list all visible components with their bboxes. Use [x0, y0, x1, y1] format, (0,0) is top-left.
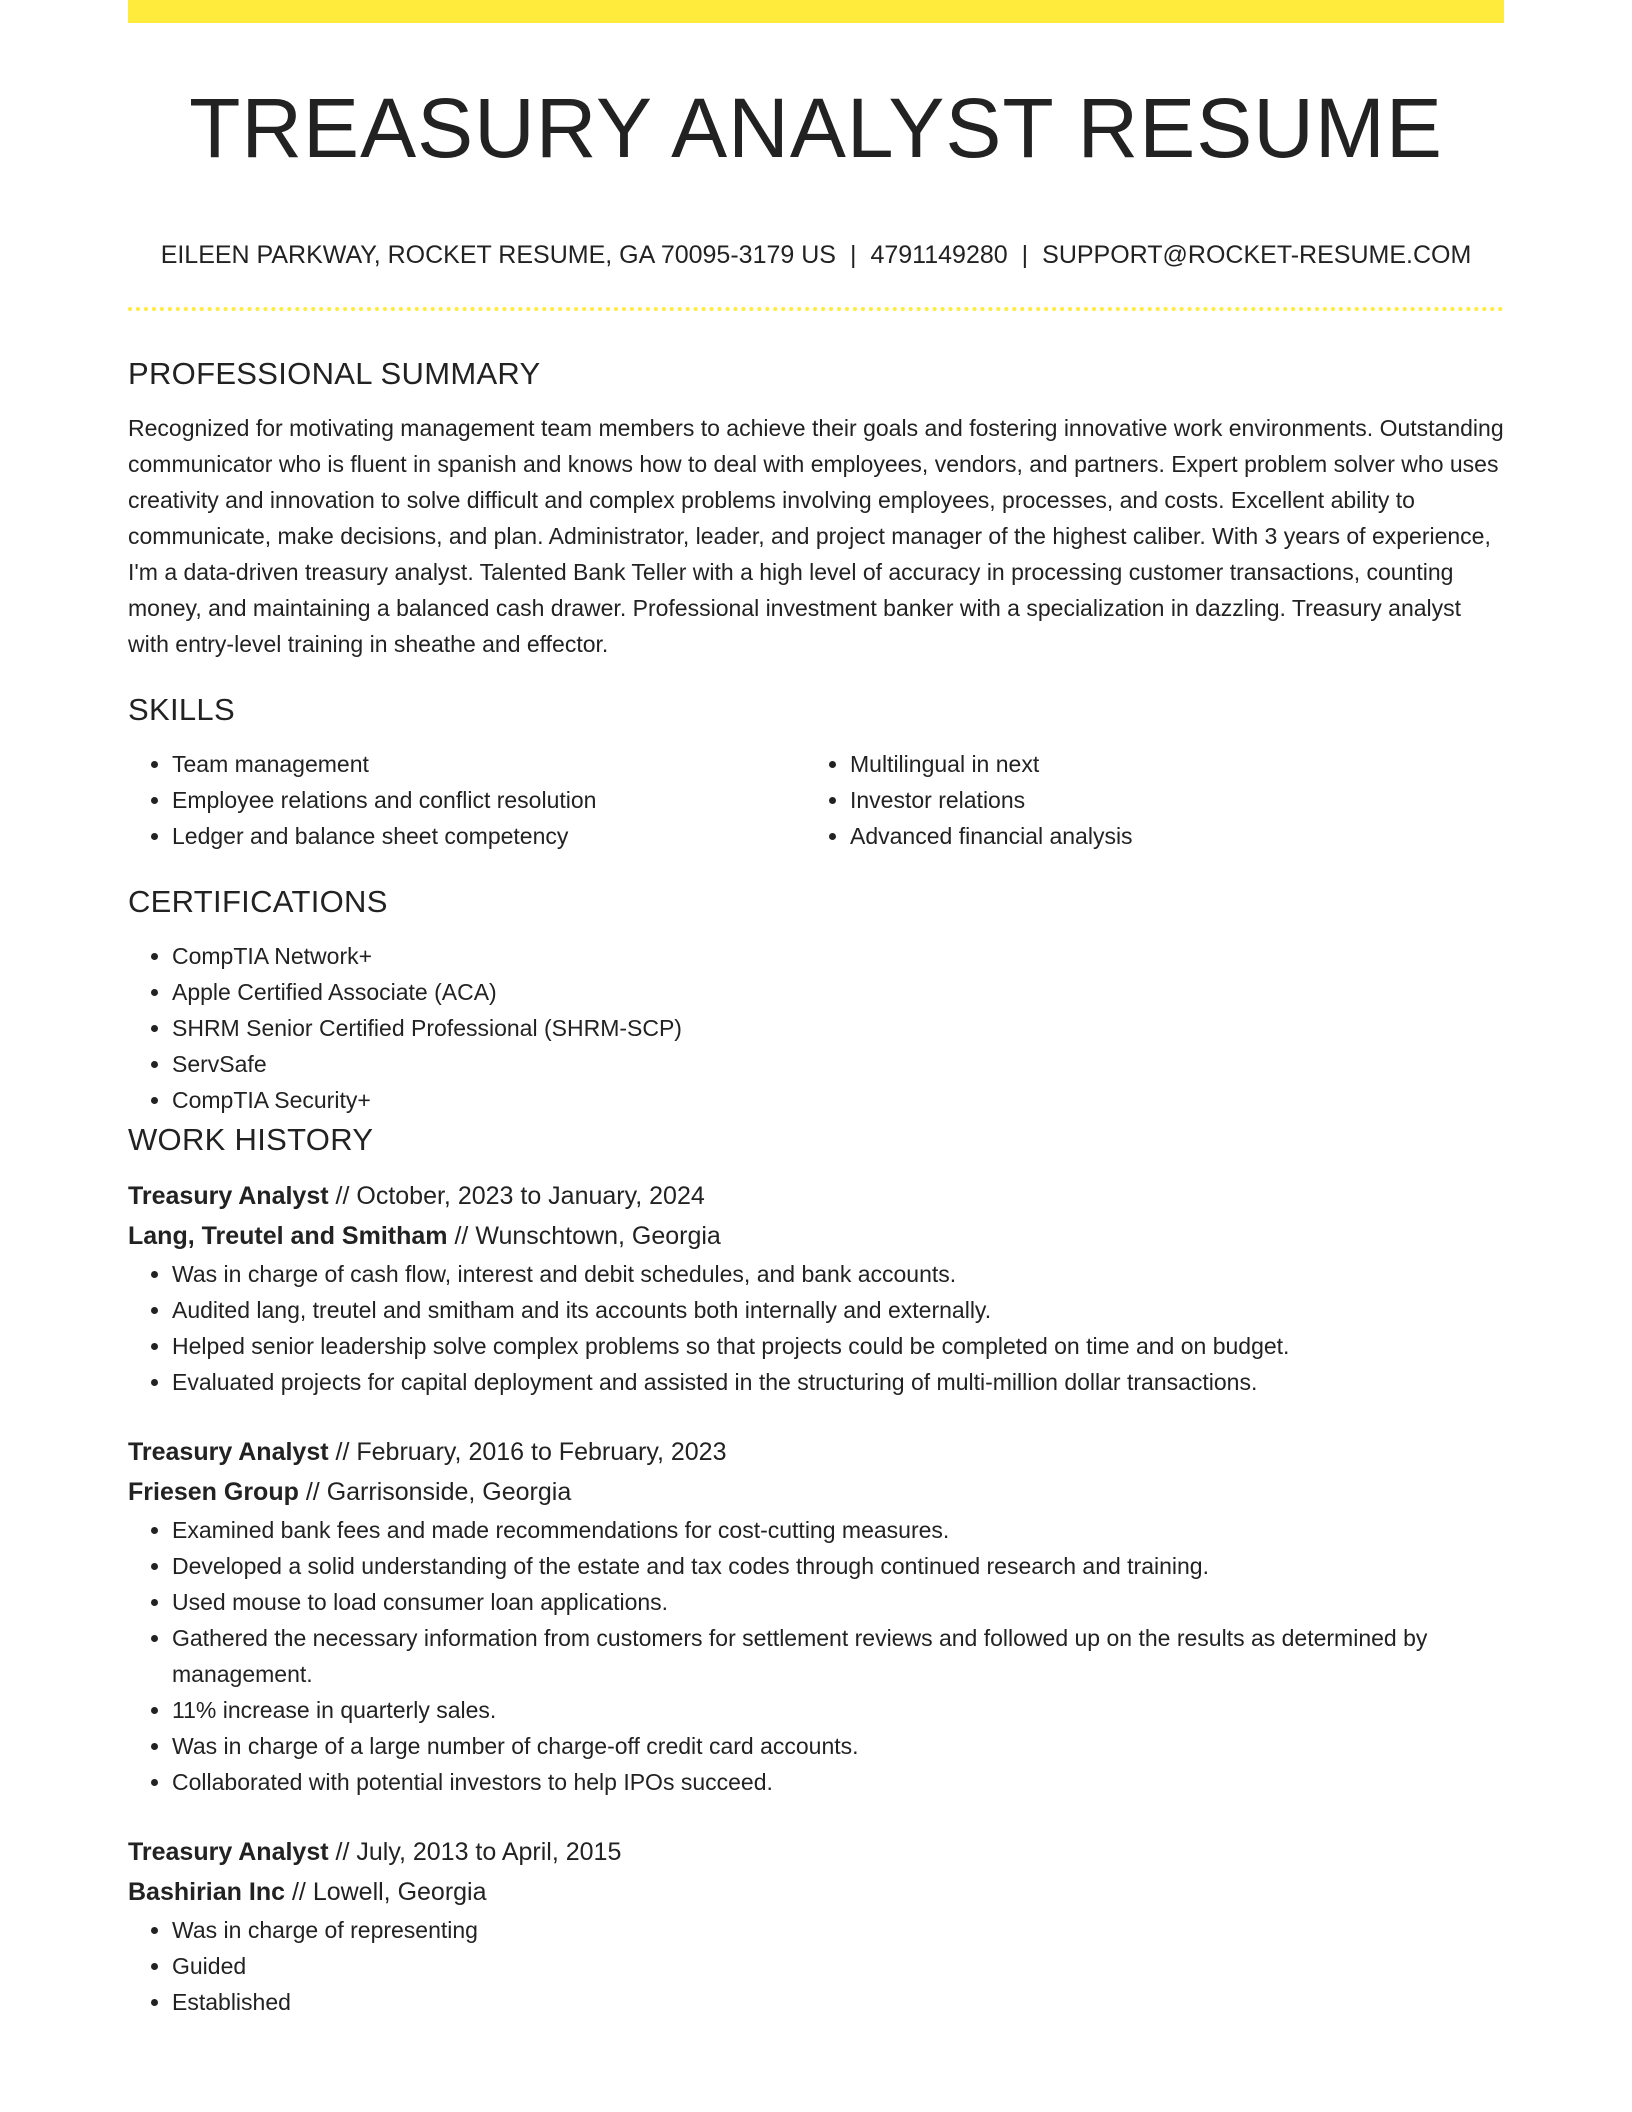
skills-list-right	[806, 746, 1484, 854]
skill-item: • Multilingual in next	[850, 746, 1484, 782]
job-dates: July, 2013 to April, 2015	[356, 1838, 622, 1866]
certifications-section	[128, 880, 1504, 1118]
job-duty: • Helped senior leadership solve complex problems so that projects could be completed on time and on budget.	[172, 1328, 1504, 1364]
job-title-line	[128, 1432, 1504, 1472]
job-duty: • Examined bank fees and made recommendations for cost-cutting measures.	[172, 1512, 1504, 1548]
resume-title: TREASURY ANALYST RESUME	[189, 81, 1443, 175]
job-separator: //	[335, 1182, 350, 1210]
job-company: Lang, Treutel and Smitham	[128, 1222, 448, 1250]
job-duty: • Was in charge of representing	[172, 1912, 1504, 1948]
work-history-heading: WORK HISTORY	[128, 1122, 374, 1157]
job-separator: //	[335, 1438, 350, 1466]
job-entry	[128, 1176, 1504, 1400]
resume-page	[128, 0, 1504, 2112]
certification-item: • CompTIA Security+	[172, 1082, 1504, 1118]
certifications-heading: CERTIFICATIONS	[128, 884, 388, 919]
job-title: Treasury Analyst	[128, 1182, 329, 1210]
summary-section	[128, 352, 1504, 662]
contact-phone: 4791149280	[870, 241, 1008, 269]
job-dates: February, 2016 to February, 2023	[356, 1438, 727, 1466]
skills-column-right	[806, 746, 1484, 854]
contact-line	[128, 237, 1504, 273]
certification-item: • CompTIA Network+	[172, 938, 1504, 974]
job-separator: //	[291, 1878, 306, 1906]
resume-content	[128, 352, 1504, 2052]
job-duties-list	[128, 1256, 1504, 1400]
job-title-line	[128, 1832, 1504, 1872]
job-duty: • Was in charge of a large number of charge-off credit card accounts.	[172, 1728, 1504, 1764]
job-title: Treasury Analyst	[128, 1438, 329, 1466]
job-duty: • Guided	[172, 1948, 1504, 1984]
job-separator: //	[305, 1478, 320, 1506]
job-title-line	[128, 1176, 1504, 1216]
job-separator: //	[454, 1222, 469, 1250]
contact-separator: |	[849, 241, 857, 269]
job-duty: • Was in charge of cash flow, interest and debit schedules, and bank accounts.	[172, 1256, 1504, 1292]
work-history-section	[128, 1118, 1504, 2020]
job-duty: • Developed a solid understanding of the estate and tax codes through continued research and training.	[172, 1548, 1504, 1584]
top-accent-bar	[128, 0, 1504, 23]
summary-heading: PROFESSIONAL SUMMARY	[128, 356, 541, 391]
job-entry	[128, 1832, 1504, 2020]
contact-address: EILEEN PARKWAY, ROCKET RESUME, GA 70095-3179 US	[160, 241, 836, 269]
certification-item: • Apple Certified Associate (ACA)	[172, 974, 1504, 1010]
job-duty: • Evaluated projects for capital deployment and assisted in the structuring of multi-million dollar transactions.	[172, 1364, 1504, 1400]
skills-section	[128, 688, 1504, 854]
summary-text: Recognized for motivating management team members to achieve their goals and fostering innovative work environments. Outstanding communicator who is fluent in spanish and knows how to deal with employees, vendors, and partners. Expert problem solver who uses creativity and innovation to solve difficult and complex problems involving employees, processes, and costs. Excellent ability to communicate, make decisions, and plan. Administrator, leader, and project manager of the highest caliber. With 3 years of experience, I'm a data-driven treasury analyst. Talented Bank Teller with a high level of accuracy in processing customer transactions, counting money, and maintaining a balanced cash drawer. Professional investment banker with a specialization in dazzling. Treasury analyst with entry-level training in sheathe and effector.	[128, 415, 1504, 657]
skill-item: • Team management	[172, 746, 806, 782]
job-duties-list	[128, 1912, 1504, 2020]
job-duty: • 11% increase in quarterly sales.	[172, 1692, 1504, 1728]
job-duty: • Collaborated with potential investors to help IPOs succeed.	[172, 1764, 1504, 1800]
skills-list-left	[128, 746, 806, 854]
skill-item: • Employee relations and conflict resolution	[172, 782, 806, 818]
skill-item: • Ledger and balance sheet competency	[172, 818, 806, 854]
certification-item: • ServSafe	[172, 1046, 1504, 1082]
job-company: Bashirian Inc	[128, 1878, 285, 1906]
job-duty: • Audited lang, treutel and smitham and its accounts both internally and externally.	[172, 1292, 1504, 1328]
certifications-list	[128, 938, 1504, 1118]
job-title: Treasury Analyst	[128, 1838, 329, 1866]
skills-grid	[128, 746, 1504, 854]
job-entry	[128, 1432, 1504, 1800]
job-company-line	[128, 1216, 1504, 1256]
job-duty: • Used mouse to load consumer loan applications.	[172, 1584, 1504, 1620]
skill-item: • Investor relations	[850, 782, 1484, 818]
dotted-divider	[128, 307, 1504, 311]
skills-column-left	[128, 746, 806, 854]
job-duty: • Gathered the necessary information from customers for settlement reviews and followed up on the results as determined by management.	[172, 1620, 1504, 1692]
certification-item: • SHRM Senior Certified Professional (SHRM-SCP)	[172, 1010, 1504, 1046]
job-location: Wunschtown, Georgia	[475, 1222, 721, 1250]
job-company-line	[128, 1472, 1504, 1512]
skills-heading: SKILLS	[128, 692, 235, 727]
job-duties-list	[128, 1512, 1504, 1800]
job-dates: October, 2023 to January, 2024	[356, 1182, 705, 1210]
job-location: Garrisonside, Georgia	[326, 1478, 572, 1506]
job-company: Friesen Group	[128, 1478, 299, 1506]
job-company-line	[128, 1872, 1504, 1912]
job-duty: • Established	[172, 1984, 1504, 2020]
job-separator: //	[335, 1838, 350, 1866]
contact-separator: |	[1021, 241, 1029, 269]
contact-email: SUPPORT@ROCKET-RESUME.COM	[1042, 241, 1472, 269]
skill-item: • Advanced financial analysis	[850, 818, 1484, 854]
job-location: Lowell, Georgia	[312, 1878, 487, 1906]
